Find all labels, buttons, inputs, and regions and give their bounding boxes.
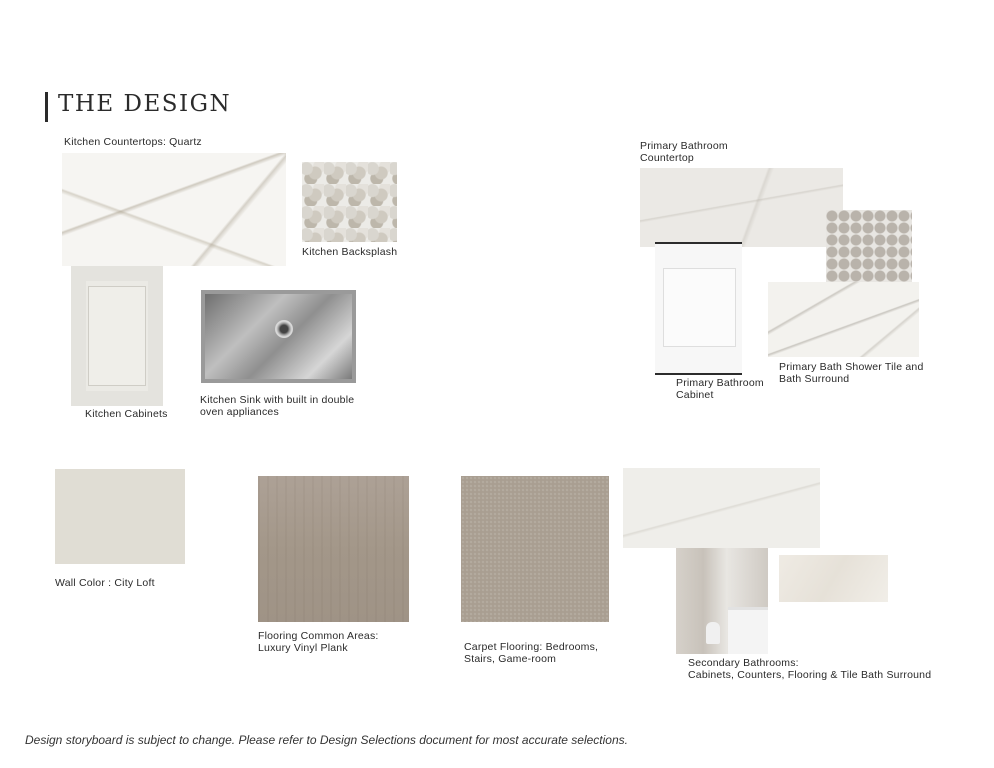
secondary-bathrooms-label: Secondary Bathrooms: Cabinets, Counters, Flooring & Tile Bath Surround	[688, 657, 932, 681]
kitchen-backsplash-swatch	[302, 162, 397, 242]
kitchen-backsplash-label: Kitchen Backsplash	[302, 246, 398, 258]
sink-drain-icon	[275, 320, 293, 338]
page-title: THE DESIGN	[58, 91, 232, 117]
kitchen-cabinets-label: Kitchen Cabinets	[85, 408, 168, 420]
flooring-lvp-swatch	[258, 476, 409, 622]
primary-bath-cabinet-swatch	[655, 242, 742, 375]
primary-bath-countertop-label: Primary Bathroom Countertop	[640, 140, 728, 164]
footer-disclaimer: Design storyboard is subject to change. Please refer to Design Selections document for most accurate selections.	[25, 733, 628, 747]
carpet-flooring-swatch	[461, 476, 609, 622]
primary-bath-shower-tile-swatch	[768, 282, 919, 357]
wall-color-swatch	[55, 469, 185, 564]
kitchen-sink-label: Kitchen Sink with built in double oven appliances	[200, 394, 355, 418]
carpet-flooring-label: Carpet Flooring: Bedrooms, Stairs, Game-room	[464, 641, 599, 665]
secondary-bath-tile-swatch	[779, 555, 888, 602]
primary-bath-countertop-swatch	[640, 168, 843, 247]
kitchen-countertops-label: Kitchen Countertops: Quartz	[64, 136, 202, 148]
flooring-common-label: Flooring Common Areas: Luxury Vinyl Plank	[258, 630, 379, 654]
wall-color-label: Wall Color : City Loft	[55, 577, 155, 589]
kitchen-cabinet-swatch	[71, 266, 163, 406]
kitchen-countertop-swatch	[62, 153, 286, 266]
primary-bath-hex-tile-swatch	[826, 210, 912, 282]
title-accent-bar	[45, 92, 48, 122]
secondary-bathroom-photo	[676, 548, 768, 654]
primary-bath-cabinet-label: Primary Bathroom Cabinet	[676, 377, 764, 401]
kitchen-sink-swatch	[201, 290, 356, 383]
secondary-bath-countertop-swatch	[623, 468, 820, 548]
primary-bath-shower-label: Primary Bath Shower Tile and Bath Surround	[779, 361, 924, 385]
